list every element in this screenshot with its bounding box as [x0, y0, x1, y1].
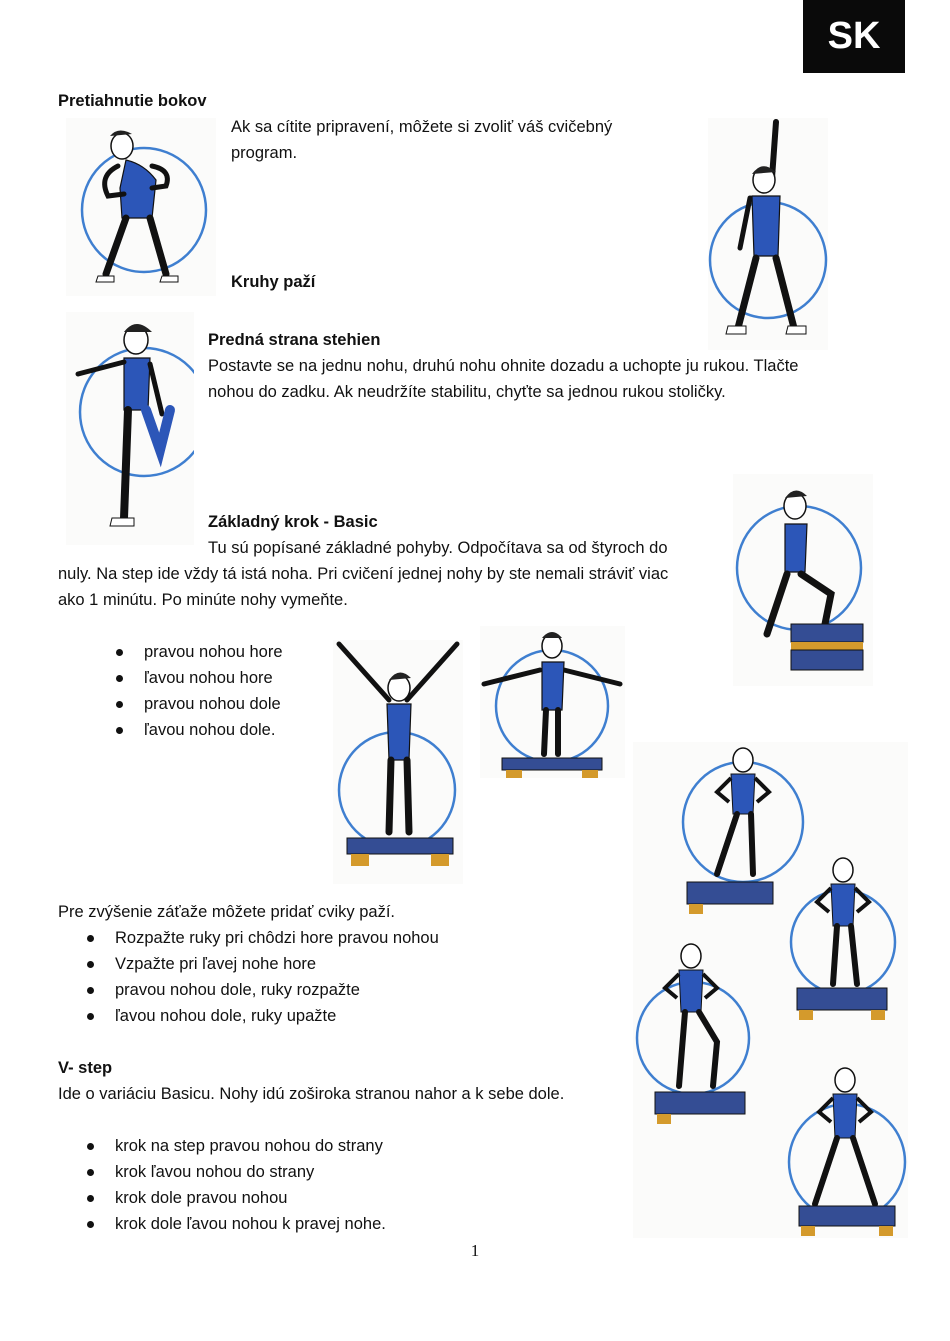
- list-item: Rozpažte ruky pri chôdzi hore pravou nohou: [87, 925, 439, 951]
- list-item: Vzpažte pri ľavej nohe hore: [87, 951, 439, 977]
- vstep-list: [87, 1133, 386, 1237]
- list-item: pravou nohou dole, ruky rozpažte: [87, 977, 439, 1003]
- vstep-text: Ide o variáciu Basicu. Nohy idú zoširoka stranou nahor a k sebe dole.: [58, 1085, 565, 1103]
- arms-up-v-figure: [333, 640, 463, 884]
- list-item: krok dole ľavou nohou k pravej nohe.: [87, 1211, 386, 1237]
- arm-raise-figure: [708, 118, 828, 350]
- side-stretch-title: Pretiahnutie bokov: [58, 92, 207, 110]
- list-item: krok na step pravou nohou do strany: [87, 1133, 386, 1159]
- quad-stretch-figure: [66, 312, 194, 545]
- vstep-title: V- step: [58, 1059, 113, 1077]
- list-item: pravou nohou dole: [116, 691, 283, 717]
- arm-circles-title: Kruhy paží: [231, 273, 316, 291]
- thigh-text-line-2: nohou do zadku. Ak neudržíte stabilitu, chyťte sa jednou rukou stoličky.: [208, 383, 726, 401]
- language-badge: [803, 0, 905, 73]
- list-item: krok ľavou nohou do strany: [87, 1159, 386, 1185]
- basic-text-line-3: ako 1 minútu. Po minúte nohy vymeňte.: [58, 591, 348, 609]
- list-item: pravou nohou hore: [116, 639, 283, 665]
- ready-text-line-2: program.: [231, 144, 298, 162]
- list-item: ľavou nohou dole, ruky upažte: [87, 1003, 439, 1029]
- basic-title: Základný krok - Basic: [208, 513, 378, 531]
- arms-list: [87, 925, 439, 1029]
- language-badge-label: SK: [827, 15, 881, 57]
- hands-on-hips-figure: [633, 742, 908, 1238]
- basic-steps-list: [116, 639, 283, 743]
- page-number: 1: [470, 1241, 480, 1260]
- arms-intro: Pre zvýšenie záťaže môžete pridať cviky paží.: [58, 903, 396, 921]
- list-item: ľavou nohou hore: [116, 665, 283, 691]
- thigh-title: Predná strana stehien: [208, 331, 381, 349]
- ready-text-line-1: Ak sa cítite pripravení, môžete si zvoliť váš cvičebný: [231, 118, 613, 136]
- arms-out-figure: [480, 626, 625, 778]
- basic-text-line-1: Tu sú popísané základné pohyby. Odpočítava sa od štyroch do: [208, 539, 668, 557]
- step-up-figure: [733, 474, 873, 686]
- basic-text-line-2: nuly. Na step ide vždy tá istá noha. Pri cvičení jednej nohy by ste nemali stráviť viac: [58, 565, 669, 583]
- thigh-text-line-1: Postavte se na jednu nohu, druhú nohu ohnite dozadu a uchopte ju rukou. Tlačte: [208, 357, 799, 375]
- side-stretch-figure: [66, 118, 216, 296]
- list-item: ľavou nohou dole.: [116, 717, 283, 743]
- list-item: krok dole pravou nohou: [87, 1185, 386, 1211]
